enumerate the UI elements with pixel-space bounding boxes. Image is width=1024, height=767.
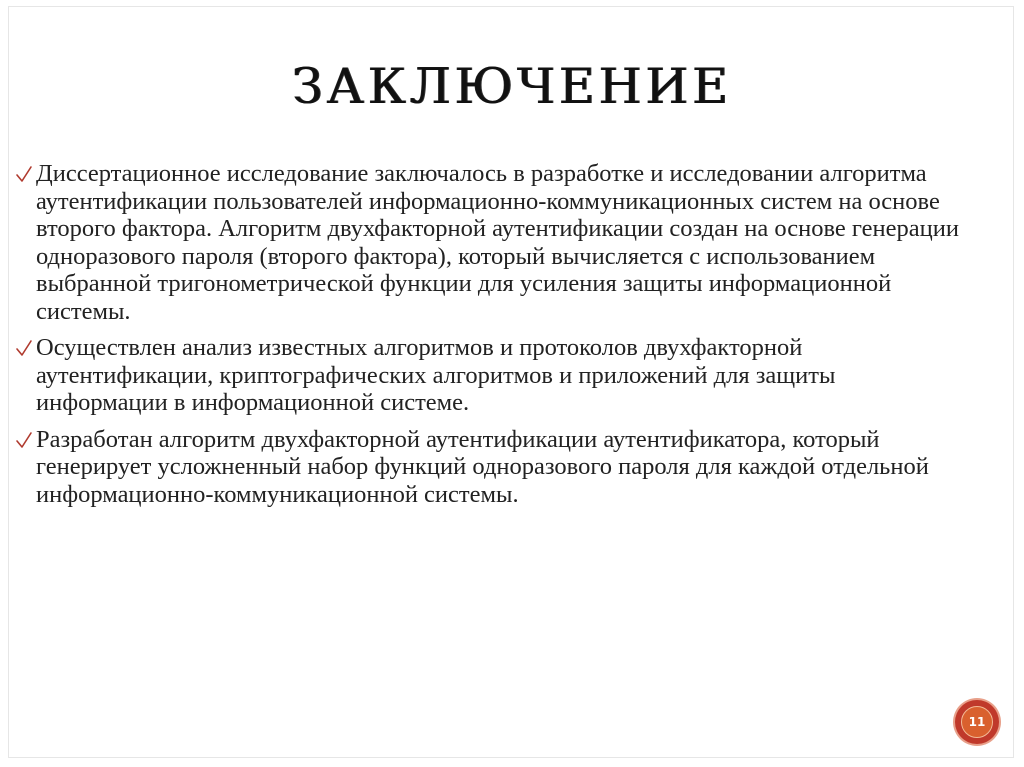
bullet-text: Разработан алгоритм двухфакторной аутентификации аутентификатора, который генерирует усложненный набор функций одноразового пароля для каждой отдельной информационно-коммуникационной системы. [36,425,929,508]
bullet-text: Осуществлен анализ известных алгоритмов и протоколов двухфакторной аутентификации, криптографических алгоритмов и приложений для защиты информации в информационной системе. [36,334,836,416]
slide-title: ЗАКЛЮЧЕНИЕ [292,58,732,115]
checkmark-icon [14,160,34,187]
bullet-item [12,160,972,325]
bullet-item [12,334,972,417]
page-number-badge [955,700,999,744]
bullet-list [12,160,972,517]
checkmark-icon [14,334,34,361]
page-number: 11 [968,715,986,729]
bullet-text: Диссертационное исследование заключалось в разработке и исследовании алгоритма аутентификации пользователей информационно-коммуникационных систем на основе второго фактора. Алгоритм двухфакторной аутентификации создан на основе генерации одноразового пароля (второго фактора), который вычисляется с использованием выбранной тригонометрической функции для усиления защиты информационной системы. [36,160,959,325]
checkmark-icon [14,426,34,453]
bullet-item [12,426,972,509]
